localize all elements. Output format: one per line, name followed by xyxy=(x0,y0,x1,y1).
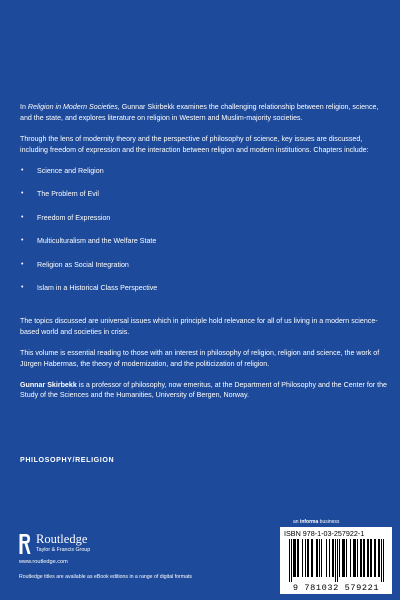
barcode-bar xyxy=(312,539,313,577)
barcode-bar xyxy=(293,539,294,577)
barcode-bar xyxy=(319,539,320,577)
barcode-bar xyxy=(295,539,296,577)
bullet-icon: • xyxy=(21,213,24,221)
bullet-icon: • xyxy=(21,283,24,291)
barcode-bar xyxy=(297,539,298,577)
barcode-bar xyxy=(289,539,290,582)
barcode-digits: 9 781032 579221 xyxy=(292,583,380,593)
barcode-bar xyxy=(346,539,347,577)
book-title: Religion in Modern Societies, xyxy=(27,103,120,111)
informa-brand: informa xyxy=(299,519,319,525)
ebook-note: Routledge titles are available as eBook editions in a range of digital formats xyxy=(19,574,193,580)
barcode-bar xyxy=(308,539,309,577)
barcode-bar xyxy=(335,539,336,582)
author-name: Gunnar Skirbekk xyxy=(20,380,77,389)
barcode-bar xyxy=(317,539,318,577)
barcode-bar xyxy=(360,539,361,577)
barcode-bar xyxy=(361,539,362,577)
author-bio: Gunnar Skirbekk is a professor of philosophy, now emeritus, at the Department of Philosophy and the Center for the Study of the Sciences and the Humanities, University of Bergen, Norway. xyxy=(20,380,387,400)
barcode-bar xyxy=(375,539,376,577)
barcode-bar xyxy=(364,539,365,577)
barcode-bar xyxy=(357,539,358,577)
barcode-bar xyxy=(371,539,372,577)
list-item: • Religion as Social Integration xyxy=(21,260,129,269)
barcode-bar xyxy=(381,539,382,582)
list-item: • The Problem of Evil xyxy=(21,190,99,199)
barcode-bar xyxy=(353,539,354,577)
bullet-icon: • xyxy=(21,166,24,174)
intro-paragraph: In Religion in Modern Societies, Gunnar Skirbekk examines the challenging relationship between religion, science, and the state, and explores literature on religion in Western and Muslim-majority societies. xyxy=(20,103,379,122)
isbn-barcode-icon xyxy=(280,538,392,594)
barcode-bar xyxy=(383,539,384,582)
scope-paragraph: Through the lens of modernity theory and the perspective of philosophy of science, key issues are discussed, including freedom of expression and the interaction between religion and modern institutions. Chapters include: xyxy=(20,135,369,154)
barcode-bar xyxy=(378,539,379,577)
publisher-group: Taylor & Francis Group xyxy=(36,547,91,553)
barcode-bar xyxy=(333,539,334,577)
audience-paragraph: This volume is essential reading to those with an interest in philosophy of religion, religion and science, the work of Jürgen Habermas, the theory of modernization, and the politicization of religion. xyxy=(20,349,380,368)
barcode-bar xyxy=(343,539,344,577)
barcode-bar xyxy=(332,539,333,577)
barcode-bar xyxy=(363,539,364,577)
barcode-bar xyxy=(342,539,343,577)
barcode-bar xyxy=(326,539,327,577)
barcode-bar xyxy=(302,539,303,577)
barcode-bar xyxy=(350,539,351,577)
barcode-bar xyxy=(294,539,295,577)
barcode-bar xyxy=(367,539,368,577)
barcode-bar xyxy=(305,539,306,577)
barcode-bar xyxy=(379,539,380,577)
informa-tagline: an informa business xyxy=(293,519,340,525)
bullet-icon: • xyxy=(21,260,24,268)
barcode-bar xyxy=(368,539,369,577)
publisher-website: www.routledge.com xyxy=(19,559,68,565)
list-item: • Multiculturalism and the Welfare State xyxy=(21,237,157,246)
barcode-bar xyxy=(329,539,330,577)
barcode-bar xyxy=(339,539,340,577)
barcode-bar xyxy=(370,539,371,577)
barcode-panel xyxy=(280,527,392,594)
barcode-bar xyxy=(344,539,345,577)
barcode-bar xyxy=(316,539,317,577)
barcode-bar xyxy=(354,539,355,577)
list-item: • Freedom of Expression xyxy=(21,213,111,222)
topics-paragraph: The topics discussed are universal issues which in principle hold relevance for all of us living in a modern science-based world and societies in crisis. xyxy=(20,317,378,336)
publisher-name: Routledge xyxy=(36,532,88,546)
chapter-list xyxy=(20,166,392,306)
barcode-bar xyxy=(374,539,375,577)
isbn-label: ISBN 978-1-03-257922-1 xyxy=(284,529,365,538)
barcode-bar xyxy=(291,539,292,582)
barcode-bar xyxy=(337,539,338,582)
barcode-bar xyxy=(311,539,312,577)
bullet-icon: • xyxy=(21,237,24,245)
routledge-logo-icon xyxy=(19,533,31,555)
bullet-icon: • xyxy=(21,190,24,198)
subject-category: PHILOSOPHY/RELIGION xyxy=(20,456,115,464)
barcode-bar xyxy=(321,539,322,577)
barcode-bar xyxy=(298,539,299,577)
list-item: • Science and Religion xyxy=(21,166,104,175)
barcode-bar xyxy=(307,539,308,577)
blurb xyxy=(20,102,392,412)
barcode-bar xyxy=(355,539,356,577)
list-item: • Islam in a Historical Class Perspective xyxy=(21,283,158,292)
